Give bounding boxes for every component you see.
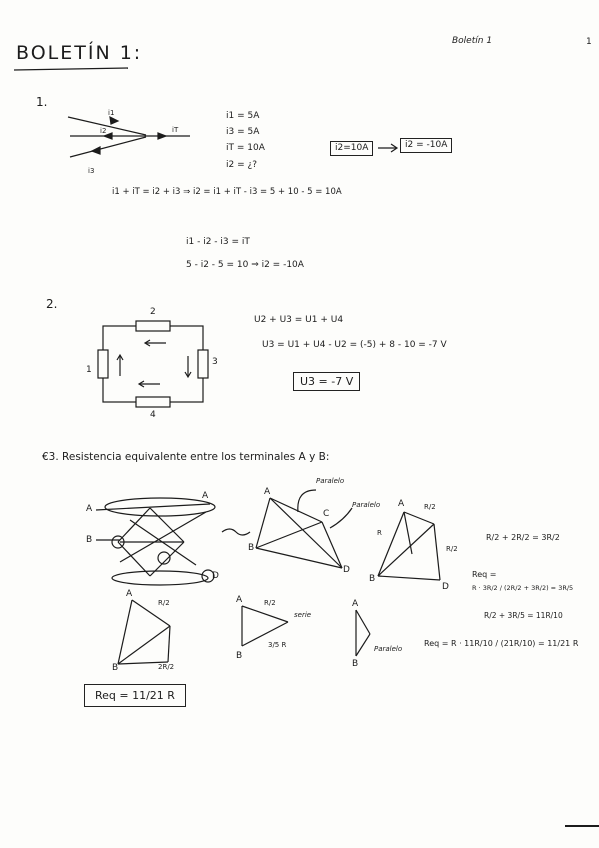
corner-label: Boletín 1: [452, 36, 493, 46]
node-B-d3: B: [369, 574, 376, 584]
problem2-result: U3 = -7 V: [293, 372, 360, 391]
given-2: i3 = 5A: [226, 127, 260, 137]
page-number: 1: [586, 37, 592, 47]
node-A-original: A: [86, 504, 93, 514]
req1-expression: R · 3R/2 / (2R/2 + 3R/2) = 3R/5: [472, 584, 574, 592]
node-B-d6: B: [352, 659, 359, 669]
node-A-d6: A: [352, 599, 359, 609]
node-C-d2: C: [323, 509, 330, 519]
label-i1: i1: [108, 109, 115, 117]
node-D-d3: D: [442, 582, 449, 592]
box-i2-negative: i2 = -10A: [400, 138, 452, 153]
node-D-original: D: [212, 571, 219, 581]
label-i2: i2: [100, 127, 107, 135]
req1-label: Req =: [472, 570, 497, 579]
node-B-d4: B: [112, 663, 119, 673]
label-35r-d5: 3/5 R: [268, 641, 287, 649]
node-A-d4: A: [126, 589, 133, 599]
node-B-d2: B: [248, 543, 255, 553]
problem1-number: 1.: [36, 95, 48, 109]
req2-expression: Req = R · 11R/10 / (21R/10) = 11/21 R: [424, 639, 579, 648]
problem2-eq1: U2 + U3 = U1 + U4: [254, 315, 344, 325]
note-paralelo-1: Paralelo: [316, 477, 345, 485]
box-i2-positive: i2=10A: [330, 141, 373, 156]
node-A-original-right: A: [202, 491, 209, 501]
label-iT: iT: [172, 126, 179, 134]
label-r-half-d4: R/2: [158, 599, 170, 607]
eq-sum-1: R/2 + 2R/2 = 3R/2: [486, 533, 560, 542]
node-B-original: B: [86, 535, 93, 545]
given-1: i1 = 5A: [226, 111, 260, 121]
resistor-label-4: 4: [150, 410, 156, 420]
problem3-heading: €3. Resistencia equivalente entre los terminales A y B:: [42, 451, 330, 463]
label-r-third-d5: R/2: [264, 599, 276, 607]
label-paralelo-d6: Paralelo: [374, 645, 403, 653]
problem1-eq3: 5 - i2 - 5 = 10 ⇒ i2 = -10A: [186, 260, 304, 270]
page-title: BOLETÍN 1:: [16, 42, 143, 64]
note-paralelo-2: Paralelo: [352, 501, 381, 509]
node-D-d2: D: [343, 565, 350, 575]
node-A-d2: A: [264, 487, 271, 497]
label-r-d3: R: [377, 529, 382, 537]
problem1-eq1: i1 + iT = i2 + i3 ⇒ i2 = i1 + iT - i3 = 5 + 10 - 5 = 10A: [112, 187, 342, 197]
node-A-d5: A: [236, 595, 243, 605]
problem2-eq2: U3 = U1 + U4 - U2 = (-5) + 8 - 10 = -7 V: [262, 340, 447, 350]
given-3: iT = 10A: [226, 143, 265, 153]
label-i3: i3: [88, 167, 95, 175]
node-B-d5: B: [236, 651, 243, 661]
problem3-result: Req = 11/21 R: [84, 684, 186, 707]
resistor-label-1: 1: [86, 365, 92, 375]
eq-sum-2: R/2 + 3R/5 = 11R/10: [484, 611, 563, 620]
problem2-number: 2.: [46, 297, 58, 311]
label-r-half-d3: R/2: [424, 503, 436, 511]
label-2r-half-d4: 2R/2: [158, 663, 175, 671]
given-4: i2 = ¿?: [226, 160, 258, 170]
label-serie-d5: serie: [294, 611, 312, 619]
problem1-eq2: i1 - i2 - i3 = iT: [186, 237, 250, 247]
resistor-label-3: 3: [212, 357, 218, 367]
node-A-d3: A: [398, 499, 405, 509]
resistor-label-2: 2: [150, 307, 156, 317]
label-r-half-d3b: R/2: [446, 545, 458, 553]
